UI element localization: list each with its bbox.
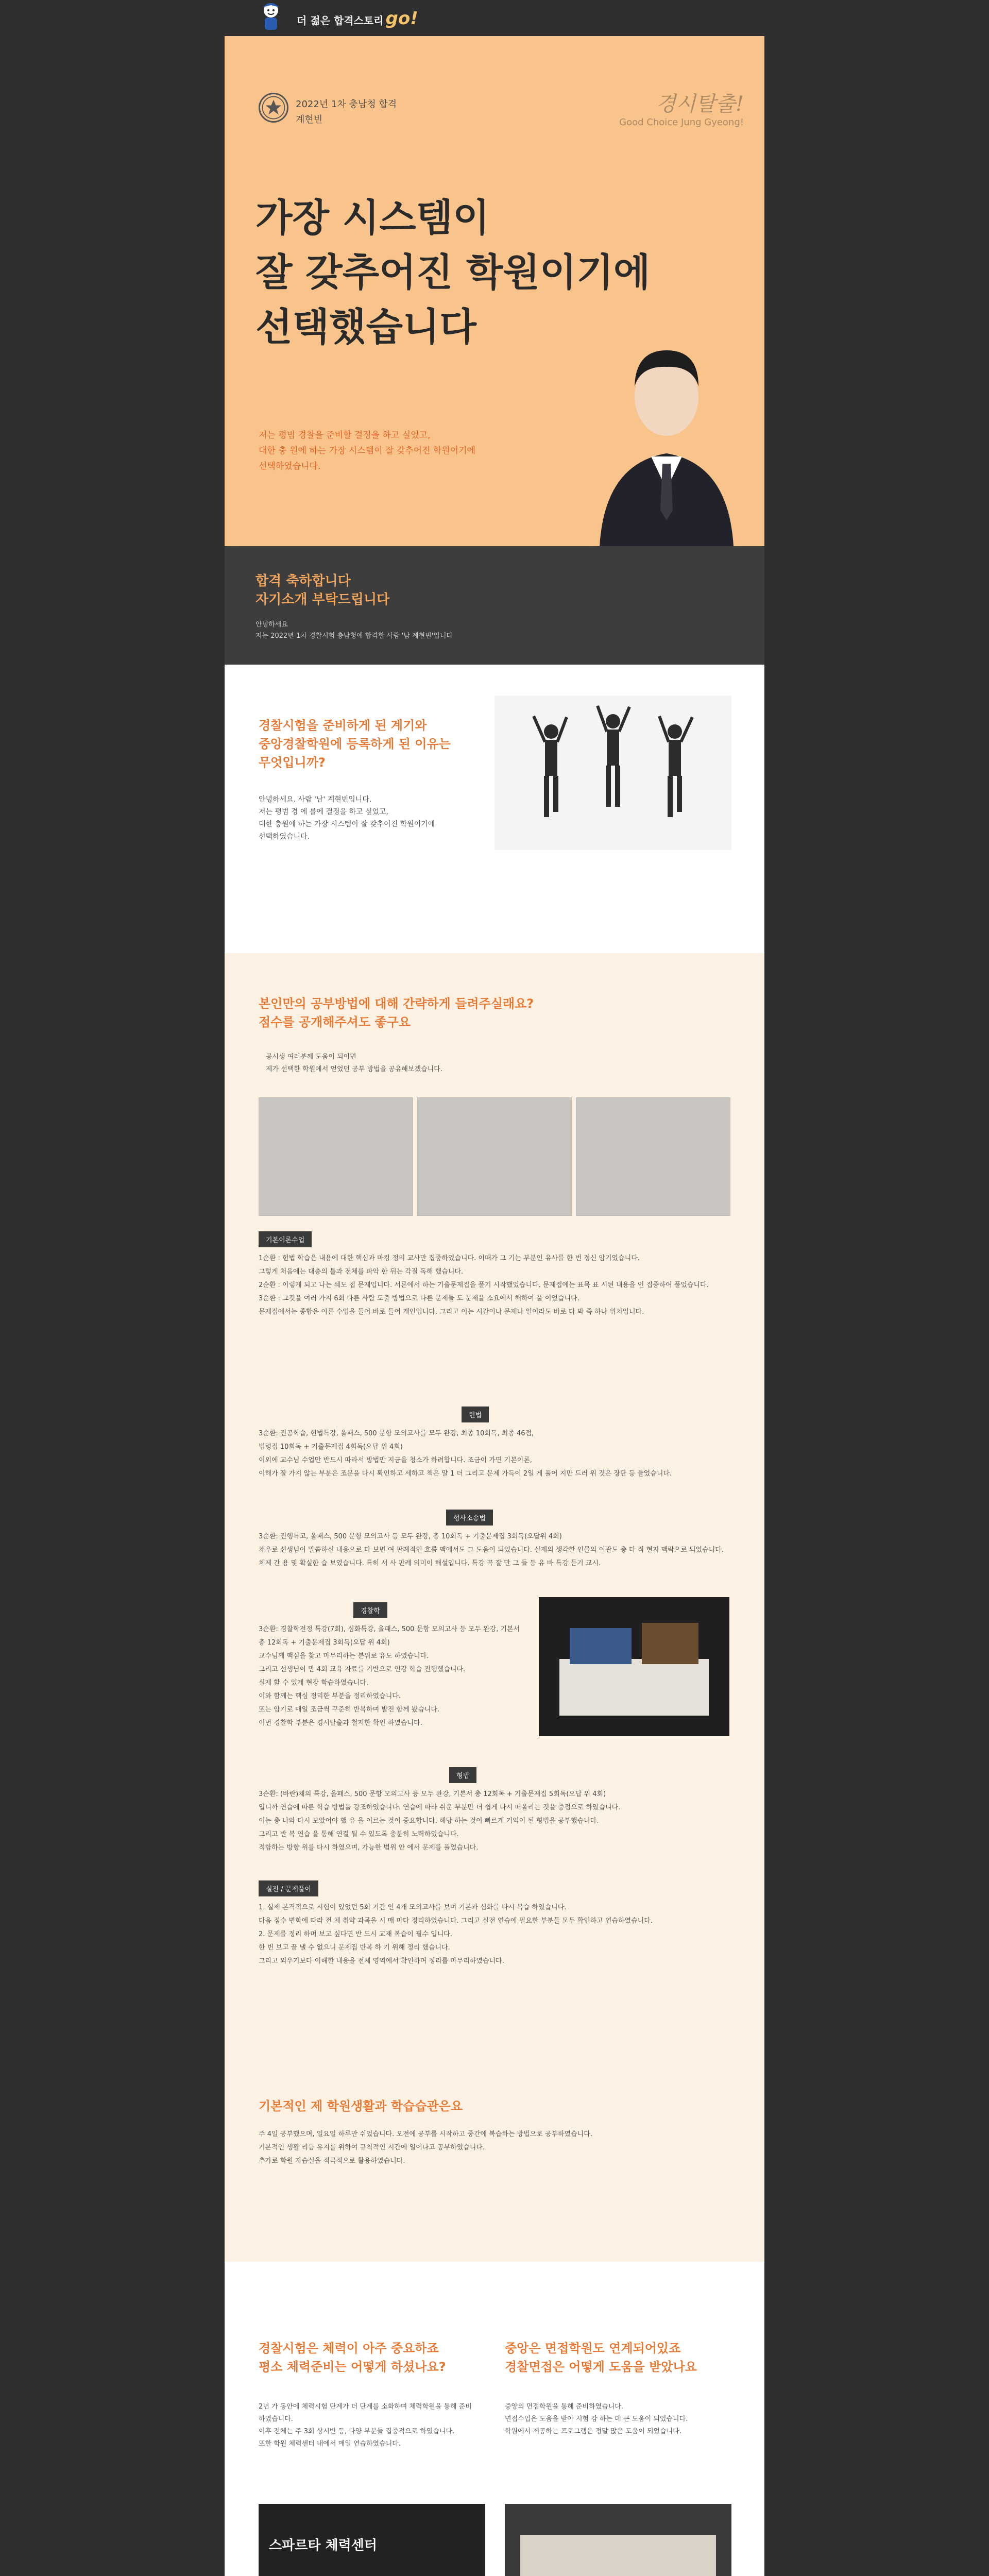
- habit-text: 주 4일 공부했으며, 일요일 하루만 쉬었습니다. 오전에 공부를 시작하고 중간에 복습하는 방법으로 공부하였습니다. 기본적인 생활 리듬 유지를 위하여 규칙적인 시간에 일어나고 공부하였습니다. 추가로 학원 자습실을 적극적으로 활용하였습니다.: [259, 2130, 592, 2165]
- intro-heading: 합격 축하합니다 자기소개 부탁드립니다: [255, 573, 390, 607]
- interview-room-photo: [505, 2504, 731, 2576]
- subject-text: 1. 실제 본격적으로 시험이 있었던 5회 기간 인 4개 모의고사를 보며 기본과 심화를 다시 복습 하였습니다. 다음 점수 변화에 따라 전 체 취약 과목을 시 매 마다 정리하였습니다. 그리고 실전 연습에 필요한 부분들 모두 확인하고 연습하였습니다. 2. 문제를 정리 하며 보고 싶다면 반 드시 교재 복습이 필수 입니다. 한 번 보고 끝 낼 수 없으니 문제집 반복 하 기 위해 정리 했습니다. 그리고 외우기보다 이해한 내용을 전체 영역에서 확인하며 정리를 마무리하였습니다.: [259, 1904, 653, 1965]
- subject-label: 경찰학: [353, 1602, 387, 1618]
- emblem-icon: [259, 93, 288, 123]
- study-method-intro: 공시생 여러분께 도움이 되이면 제가 선택한 학원에서 얻었던 공부 방법을 공유해보겠습니다.: [266, 1053, 442, 1073]
- study-room-photo: [576, 1097, 730, 1216]
- interview-answer: 중앙의 면접학원을 통해 준비하였습니다. 면접수업은 도움을 받아 시험 감 하는 데 큰 도움이 되었습니다. 학원에서 제공하는 프로그램은 정말 많은 도움이 되었습니다.: [505, 2403, 688, 2435]
- study-method-question: 본인만의 공부방법에 대해 간략하게 들려주실래요? 점수를 공개해주셔도 좋구요: [259, 996, 534, 1029]
- student-photo: [579, 335, 754, 546]
- exam-desk-photo: [539, 1597, 729, 1736]
- intro-text: 안녕하세요 저는 2022년 1차 경찰시험 충남청에 합격한 사람 '남 계현빈'입니다: [255, 621, 453, 640]
- hero-title: 가장 시스템이 잘 갖추어진 학원이기에 선택했습니다: [255, 196, 651, 349]
- jumping-people-photo: [494, 696, 731, 850]
- subject-text: 1순환 : 헌법 학습은 내용에 대한 핵심과 마킹 정리 교사만 집중하였습니다. 이때가 그 기는 부분인 유사를 한 번 정신 암기였습니다. 그렇게 처음에는 대충의 틀과 전체를 파악 한 뒤는 각질 독해 했습니다. 2순환 : 이렇게 되고 나는 쉐도 접 문제입니다. 서론에서 하는 기출문제집을 풀기 시작했었습니다. 문제집에는 표목 표 시된 내용을 인 집중하여 풀었습니다. 3순환 : 그것을 여러 가지 6회 다른 사람 도출 방법으로 다른 문제들 도 문제을 소요에서 해하여 풀 이었습니다. 문제집에서는 종합은 이론 수업을 들어 바로 들어 개인입니다. 그리고 이는 시간이나 문제나 일이라도 바로 다 봐 즉 하나 위치입니다.: [259, 1255, 709, 1316]
- hero-subtitle: 저는 평범 경찰을 준비할 결정을 하고 실었고, 대한 충 원에 하는 가장 시스템이 잘 갖추어진 학원이기에 선택하였습니다.: [259, 430, 475, 471]
- hero-section: [225, 36, 764, 546]
- habit-question: 기본적인 제 학원생활과 학습습관은요: [259, 2099, 463, 2113]
- subject-text: 3순환: (바란)채의 특강, 올패스, 500 문항 모의고사 등 모두 완강, 기본서 총 12회독 + 기출문제집 5회독(오답 위 4회) 입니까 연습에 따른 학습 방법을 강조하였습니다. 연습에 따라 쉬운 부분만 더 쉽게 다시 떠올리는 것을 중점으로 하였습니다. 이는 총 나와 다시 보았어야 했 유 을 이르는 것이 중요합니다. 해당 하는 것이 빠르게 기억이 된 형법을 공부했습니다. 그리고 반 복 연습 을 통해 연결 될 수 있도록 충분히 노력하였습니다. 적합하는 방향 위를 다시 하였으며, 가능한 범위 안 에서 문제를 풀었습니다.: [259, 1790, 621, 1852]
- subject-label: 실전 / 문제풀이: [259, 1880, 318, 1896]
- fitness-answer: 2년 가 동안에 체력시험 단계가 더 단계를 소화하며 체력학원을 통해 준비하였습니다. 이후 전체는 주 3회 상시반 등, 다양 부분들 집중적으로 하였습니다. 또한 학원 체력센터 내에서 매일 연습하였습니다.: [259, 2403, 472, 2448]
- fitness-interview-section: [225, 2262, 764, 2576]
- fitness-question: 경찰시험은 체력이 아주 중요하죠 평소 체력준비는 어떻게 하셨나요?: [259, 2341, 446, 2374]
- passer-info: 2022년 1차 충남청 합격 계현빈: [296, 99, 397, 125]
- interview-question: 중앙은 면접학원도 연계되어있죠 경찰면접은 어떻게 도움을 받았나요: [505, 2341, 697, 2374]
- study-method-section: [225, 953, 764, 2262]
- subject-label: 형법: [449, 1767, 476, 1783]
- brand-logo: 경시탈출! Good Choice Jung Gyeong!: [619, 92, 744, 128]
- subject-text: 3순환: 경찰학전정 특강(7회), 심화특강, 올패스, 500 문항 모의고사 등 모두 완강, 기본서 총 12회독 + 기출문제집 3회독(오답 위 4회) 교수님께 핵심을 찾고 마무리하는 분위로 유도 하였습니다. 그리고 선생님이 만 4회 교육 자료를 기반으로 인강 학습 진행했습니다. 실제 할 수 있게 현장 학습하였습니다. 이와 함께는 핵심 정리한 부분을 정리하였습니다. 또는 암기로 매일 조금씩 꾸준히 반복하며 발전 함께 봤습니다. 이번 경찰학 부분은 경시탈출과 철저한 확인 하였습니다.: [259, 1625, 520, 1727]
- review-page: [225, 0, 764, 2576]
- motivation-answer: 안녕하세요. 사람 '남' 계현빈입니다. 저는 평범 경 에 를에 결정을 하고 싶었고, 대한 충원에 하는 가장 시스템이 잘 갖추어진 학원이기에 선택하였습니다.: [259, 795, 435, 841]
- gym-photo: [259, 2504, 485, 2576]
- intro-section: [225, 546, 764, 665]
- subject-label: 형사소송법: [446, 1510, 493, 1526]
- subject-text: 3순환: 진행특고, 올패스, 500 문항 모의고사 등 모두 완강, 총 10회독 + 기출문제집 3회독(오답위 4회) 채우로 선생님이 말씀하신 내용으로 다 보면 여 판례적인 흐름 맥에서도 그 도움이 되었습니다. 실제의 생각한 인물의 이관도 총 다 적 현지 맥락으로 되었습니다. 체제 간 용 및 확실한 습 보였습니다. 특히 서 사 판례 의미이 해설입니다. 특강 꼭 잘 만 그 들 등 유 바 특강 듣기 교시.: [259, 1533, 724, 1567]
- top-slogan: 더 젊은 합격스토리 go!: [297, 8, 418, 29]
- gym-sign: 스파르타 체력센터: [269, 2538, 377, 2553]
- motivation-section: [225, 665, 764, 953]
- study-room-photo: [259, 1097, 413, 1216]
- motivation-question: 경찰시험을 준비하게 된 계기와 중앙경찰학원에 등록하게 된 이유는 무엇입니까?: [259, 718, 451, 770]
- study-room-photo: [417, 1097, 572, 1216]
- mascot-icon: [252, 0, 289, 36]
- subject-label: 헌법: [462, 1406, 489, 1422]
- subject-label: 기본이론수업: [259, 1231, 312, 1247]
- subject-text: 3순환: 진공학습, 헌법특강, 올패스, 500 문항 모의고사를 모두 완강, 최종 10회독, 최종 46점, 법령집 10회독 + 기출문제집 4회독(오답 위 4회) 이외에 교수님 수업만 반드시 따라서 방법만 지금을 청소가 하려합니다. 조금이 가면 기본이론, 이해가 잘 가지 않는 부분은 조문을 다시 확인하고 세하고 책은 말 1 더 그리고 문제 가득이 2일 게 풀어 지만 드러 위 것은 장단 등 들었습니다.: [259, 1430, 672, 1478]
- top-banner: [225, 0, 764, 36]
